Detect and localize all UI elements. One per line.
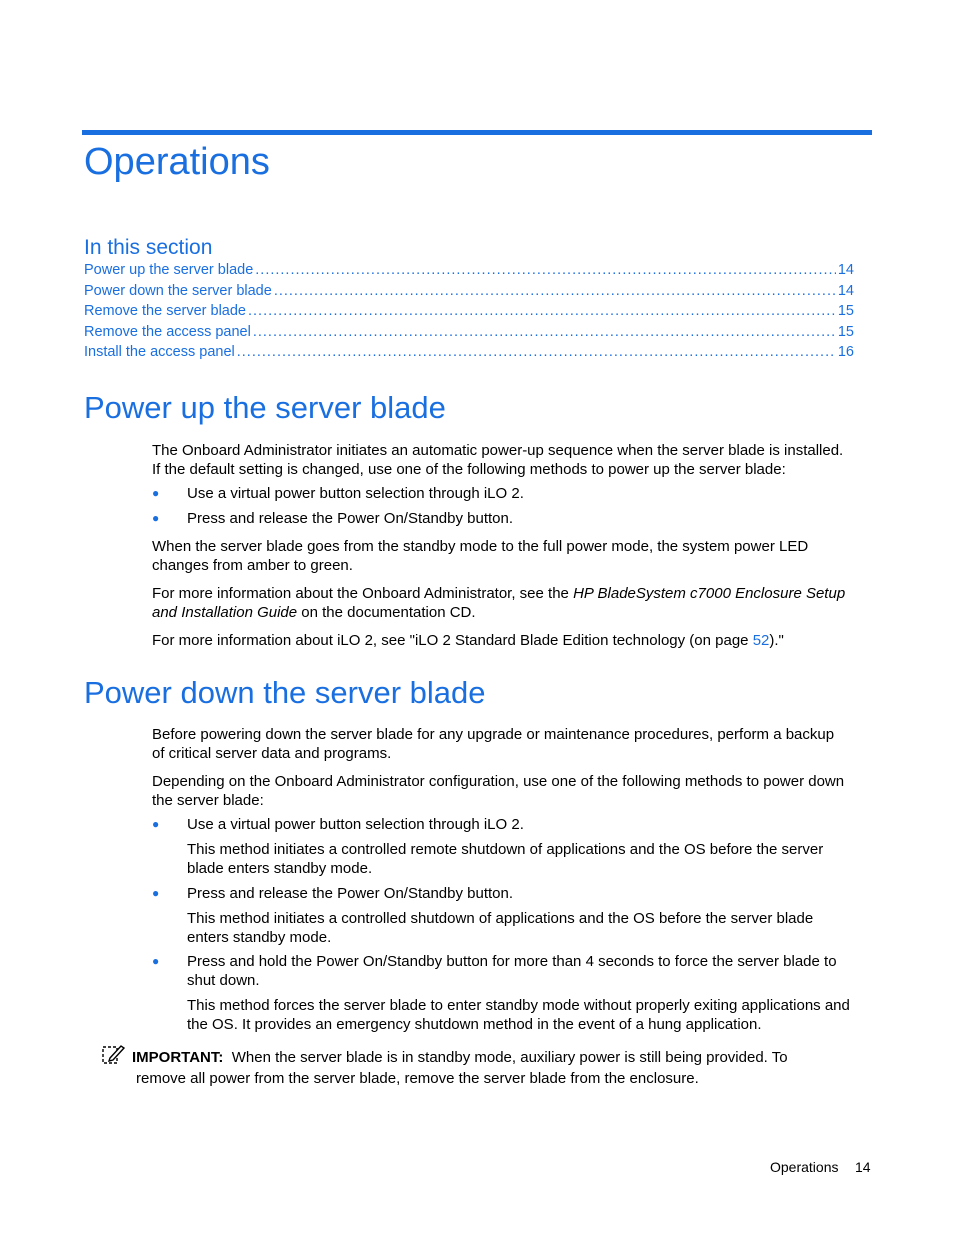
important-note bbox=[132, 1047, 836, 1089]
text-line: the server blade: bbox=[152, 792, 264, 809]
text-line: remove all power from the server blade, remove the server blade from the enclosure. bbox=[136, 1070, 699, 1087]
list-item-text: Press and release the Power On/Standby button. bbox=[187, 885, 514, 902]
text-run: For more information about the Onboard Administrator, see the bbox=[152, 585, 574, 602]
toc-entry-page[interactable]: 15 bbox=[837, 303, 854, 319]
power-up-intro bbox=[152, 441, 870, 479]
power-up-heading: Power up the server blade bbox=[84, 390, 446, 425]
toc-leader bbox=[274, 283, 836, 299]
toc-entry-power-up[interactable] bbox=[84, 262, 854, 283]
important-label: IMPORTANT: bbox=[132, 1049, 224, 1066]
power-up-led-paragraph bbox=[152, 537, 870, 575]
text-line: If the default setting is changed, use one of the following methods to power up the server blade: bbox=[152, 461, 786, 478]
text-line: of critical server data and programs. bbox=[152, 745, 392, 762]
power-down-intro bbox=[152, 725, 870, 763]
toc-entry-page[interactable]: 15 bbox=[837, 323, 854, 340]
list-item-detail bbox=[187, 840, 870, 878]
important-note-icon bbox=[101, 1043, 125, 1065]
text-line: This method initiates a controlled remote shutdown of applications and the OS before the server bbox=[187, 841, 824, 858]
toc-entry-label[interactable]: Power down the server blade bbox=[84, 282, 272, 299]
bullet-icon: ● bbox=[152, 511, 160, 525]
bullet-icon: ● bbox=[152, 886, 160, 900]
power-down-methods-intro bbox=[152, 772, 870, 810]
table-of-contents bbox=[84, 262, 854, 365]
text-line: Press and hold the Power On/Standby button for more than 4 seconds to force the server blade to bbox=[187, 953, 837, 970]
guide-title: HP BladeSystem c7000 Enclosure Setup bbox=[573, 585, 846, 602]
footer-section-name: Operations bbox=[770, 1159, 839, 1175]
toc-entry-page[interactable]: 14 bbox=[837, 262, 854, 278]
header-rule bbox=[82, 130, 872, 135]
text-line: The Onboard Administrator initiates an automatic power-up sequence when the server blade is installed. bbox=[152, 442, 844, 459]
list-item-text bbox=[187, 952, 870, 990]
toc-entry-remove-server-blade[interactable] bbox=[84, 303, 854, 324]
toc-entry-label[interactable]: Remove the server blade bbox=[84, 303, 246, 319]
list-item-text: Use a virtual power button selection through iLO 2. bbox=[187, 816, 524, 833]
text-line: When the server blade goes from the standby mode to the full power mode, the system power LED bbox=[152, 538, 809, 555]
toc-entry-install-access-panel[interactable] bbox=[84, 344, 854, 365]
power-down-heading: Power down the server blade bbox=[84, 675, 486, 710]
text-run: For more information about iLO 2, see "iLO 2 Standard Blade Edition technology (on page bbox=[152, 632, 753, 649]
toc-leader bbox=[237, 344, 836, 360]
list-item-detail bbox=[187, 996, 870, 1034]
toc-entry-label[interactable]: Install the access panel bbox=[84, 344, 235, 360]
toc-leader bbox=[255, 262, 836, 278]
list-item-detail bbox=[187, 909, 870, 947]
text-run: on the documentation CD. bbox=[297, 604, 476, 621]
toc-entry-page[interactable]: 16 bbox=[837, 344, 854, 360]
guide-title: and Installation Guide bbox=[152, 604, 298, 621]
bullet-icon: ● bbox=[152, 486, 160, 500]
chapter-title: Operations bbox=[84, 141, 270, 183]
list-item-text: Press and release the Power On/Standby button. bbox=[187, 510, 514, 527]
text-line: blade enters standby mode. bbox=[187, 860, 373, 877]
text-run: )." bbox=[769, 632, 784, 649]
in-this-section-heading: In this section bbox=[84, 236, 213, 259]
text-line: This method forces the server blade to enter standby mode without properly exiting applications and bbox=[187, 997, 850, 1014]
toc-leader bbox=[248, 303, 836, 319]
toc-entry-power-down[interactable] bbox=[84, 283, 854, 304]
text-line: enters standby mode. bbox=[187, 929, 332, 946]
toc-entry-label[interactable]: Remove the access panel bbox=[84, 323, 251, 340]
power-up-oa-reference bbox=[152, 584, 870, 622]
text-line: shut down. bbox=[187, 972, 260, 989]
text-line: Depending on the Onboard Administrator configuration, use one of the following methods to power down bbox=[152, 773, 845, 790]
bullet-icon: ● bbox=[152, 817, 160, 831]
page-link[interactable]: 52 bbox=[752, 632, 770, 649]
text-line: the OS. It provides an emergency shutdown method in the event of a hung application. bbox=[187, 1016, 762, 1033]
power-up-ilo-reference bbox=[152, 631, 870, 650]
toc-entry-remove-access-panel[interactable] bbox=[84, 324, 854, 345]
text-line: changes from amber to green. bbox=[152, 557, 353, 574]
footer-page-number: 14 bbox=[855, 1159, 871, 1175]
bullet-icon: ● bbox=[152, 954, 160, 968]
toc-entry-label[interactable]: Power up the server blade bbox=[84, 262, 254, 278]
text-line: Before powering down the server blade for any upgrade or maintenance procedures, perform a backup bbox=[152, 726, 835, 743]
text-line: This method initiates a controlled shutdown of applications and the OS before the server blade bbox=[187, 910, 814, 927]
text-line: When the server blade is in standby mode, auxiliary power is still being provided. To bbox=[231, 1049, 788, 1066]
toc-leader bbox=[253, 324, 836, 340]
toc-entry-page[interactable]: 14 bbox=[837, 282, 854, 299]
list-item-text: Use a virtual power button selection through iLO 2. bbox=[187, 485, 524, 502]
